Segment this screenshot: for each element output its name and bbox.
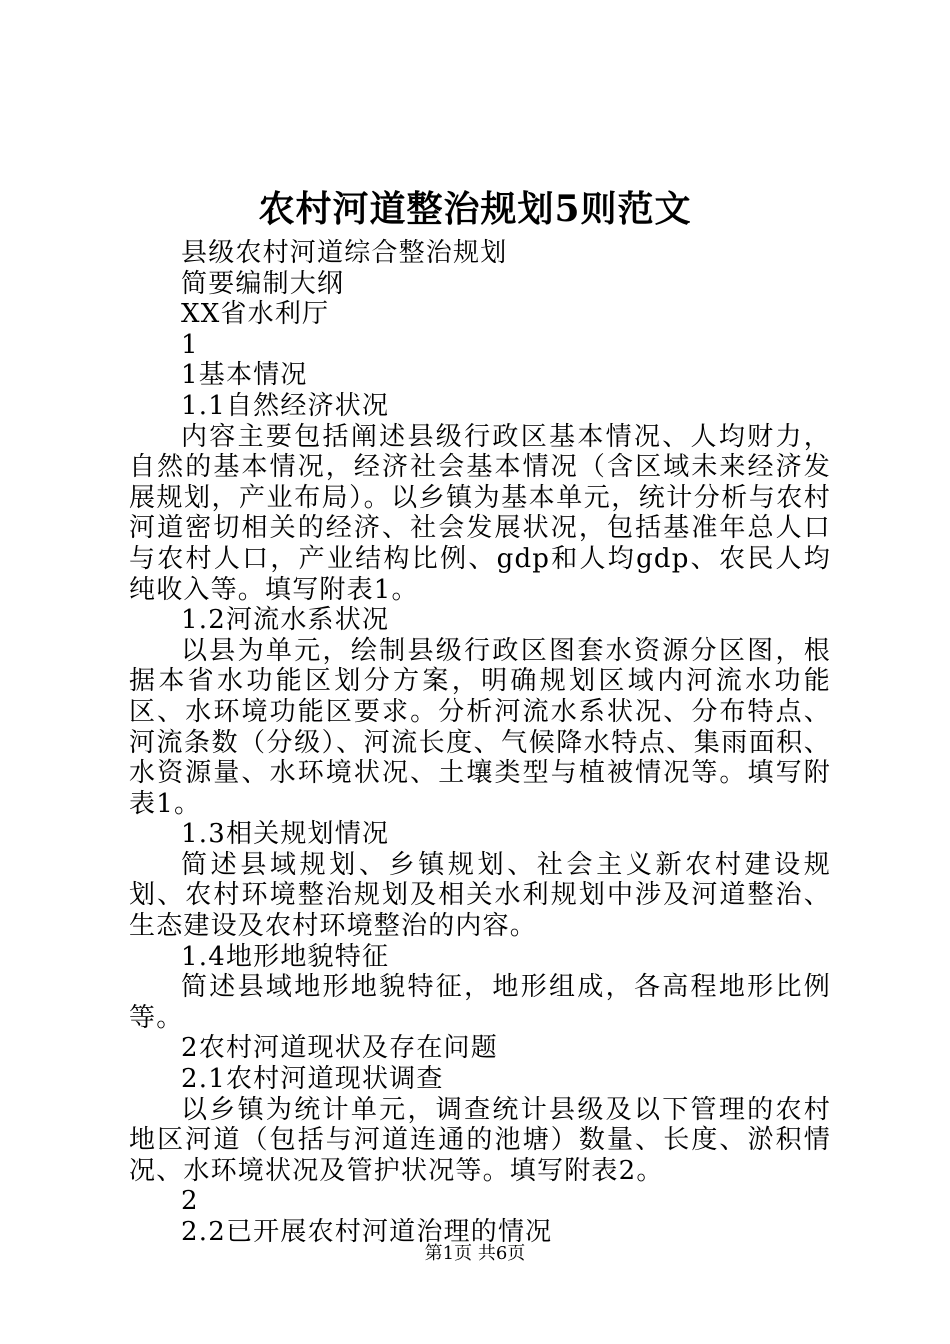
paragraph: 简述县域规划、乡镇规划、社会主义新农村建设规划、农村环境整治规划及相关水利规划中涉及河道整治、生态建设及农村环境整治的内容。 [129, 849, 831, 942]
heading-line: 县级农村河道综合整治规划 [181, 238, 508, 268]
subsection-heading: 1.4地形地貌特征 [181, 941, 390, 972]
subsection-heading: 1.1自然经济状况 [181, 390, 390, 421]
paragraph: 以乡镇为统计单元，调查统计县级及以下管理的农村地区河道（包括与河道连通的池塘）数量、长度、淤积情况、水环境状况及管护状况等。填写附表2。 [129, 1094, 831, 1186]
issuer-line: XX省水利厅 [181, 299, 330, 330]
page-footer: 第1页 共6页 [424, 1243, 526, 1264]
paragraph: 简述县域地形地貌特征，地形组成，各高程地形比例等。 [129, 972, 831, 1033]
section-heading: 2农村河道现状及存在问题 [181, 1033, 498, 1064]
subsection-heading: 1.3相关规划情况 [181, 819, 390, 850]
paragraph: 以县为单元，绘制县级行政区图套水资源分区图，根据本省水功能区划分方案，明确规划区域内河流水功能区、水环境功能区要求。分析河流水系状况、分布特点、河流条数（分级）、河流长度、气候降水特点、集雨面积、水资源量、水环境状况、土壤类型与植被情况等。填写附表1。 [129, 635, 831, 819]
subsection-heading: 1.2河流水系状况 [181, 605, 390, 636]
section-heading: 1基本情况 [181, 360, 308, 391]
subsection-heading: 2.2已开展农村河道治理的情况 [181, 1217, 553, 1247]
page-marker: 2 [181, 1186, 199, 1217]
heading-line: 简要编制大纲 [181, 268, 345, 299]
paragraph: 内容主要包括阐述县级行政区基本情况、人均财力，自然的基本情况，经济社会基本情况（含区域未来经济发展规划，产业布局）。以乡镇为基本单元，统计分析与农村河道密切相关的经济、社会发展状况，包括基准年总人口与农村人口，产业结构比例、gdp和人均gdp、农民人均纯收入等。填写附表1。 [129, 421, 831, 605]
page-marker: 1 [181, 329, 199, 360]
subsection-heading: 2.1农村河道现状调查 [181, 1064, 444, 1095]
document-body [129, 238, 831, 1248]
document-title: 农村河道整治规划5则范文 [258, 188, 692, 230]
